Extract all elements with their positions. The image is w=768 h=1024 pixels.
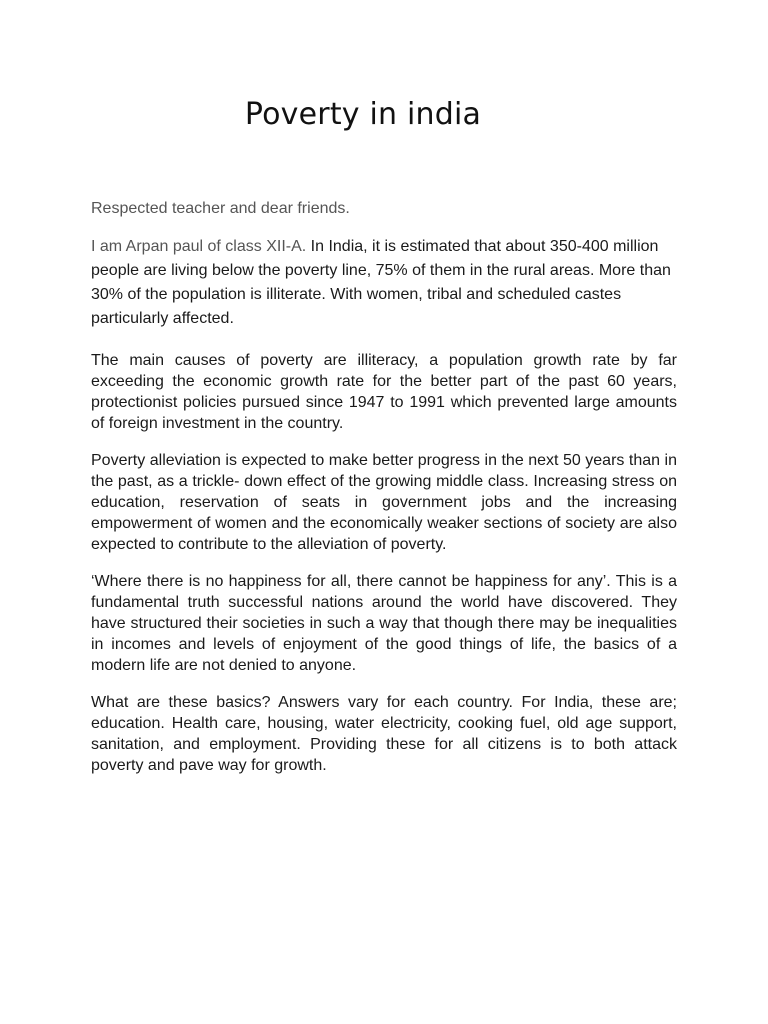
intro-body: In India, it is estimated that about 350-400 million people are living below the poverty line, 75% of them in the rural areas. More than 30% of the population is illiterate. With women, tribal and scheduled castes particularly affected. [91, 238, 671, 327]
paragraph-basics: What are these basics? Answers vary for each country. For India, these are; education. Health care, housing, water electricity, cooking fuel, old age support, sanitation, and employment. Providing these for all citizens is to both attack poverty and pave way for growth. [91, 694, 677, 774]
paragraph-alleviation: Poverty alleviation is expected to make better progress in the next 50 years than in the past, as a trickle- down effect of the growing middle class. Increasing stress on education, reservation of seats in government jobs and the increasing empowerment of women and the economically weaker sections of society are also expected to contribute to the alleviation of poverty. [91, 452, 677, 553]
intro-lead: I am Arpan paul of class XII-A. [91, 238, 307, 255]
greeting-line: Respected teacher and dear friends. [91, 200, 350, 217]
paragraph-happiness: ‘Where there is no happiness for all, there cannot be happiness for any’. This is a fundamental truth successful nations around the world have discovered. They have structured their societies in such a way that though there may be inequalities in incomes and levels of enjoyment of the good things of life, the basics of a modern life are not denied to anyone. [91, 573, 677, 674]
intro-paragraph [91, 235, 677, 331]
document-body [91, 199, 677, 792]
paragraph-causes: The main causes of poverty are illiteracy, a population growth rate by far exceeding the economic growth rate for the better part of the past 60 years, protectionist policies pursued since 1947 to 1991 which prevented large amounts of foreign investment in the country. [91, 352, 677, 432]
document-title: Poverty in india [244, 97, 482, 132]
